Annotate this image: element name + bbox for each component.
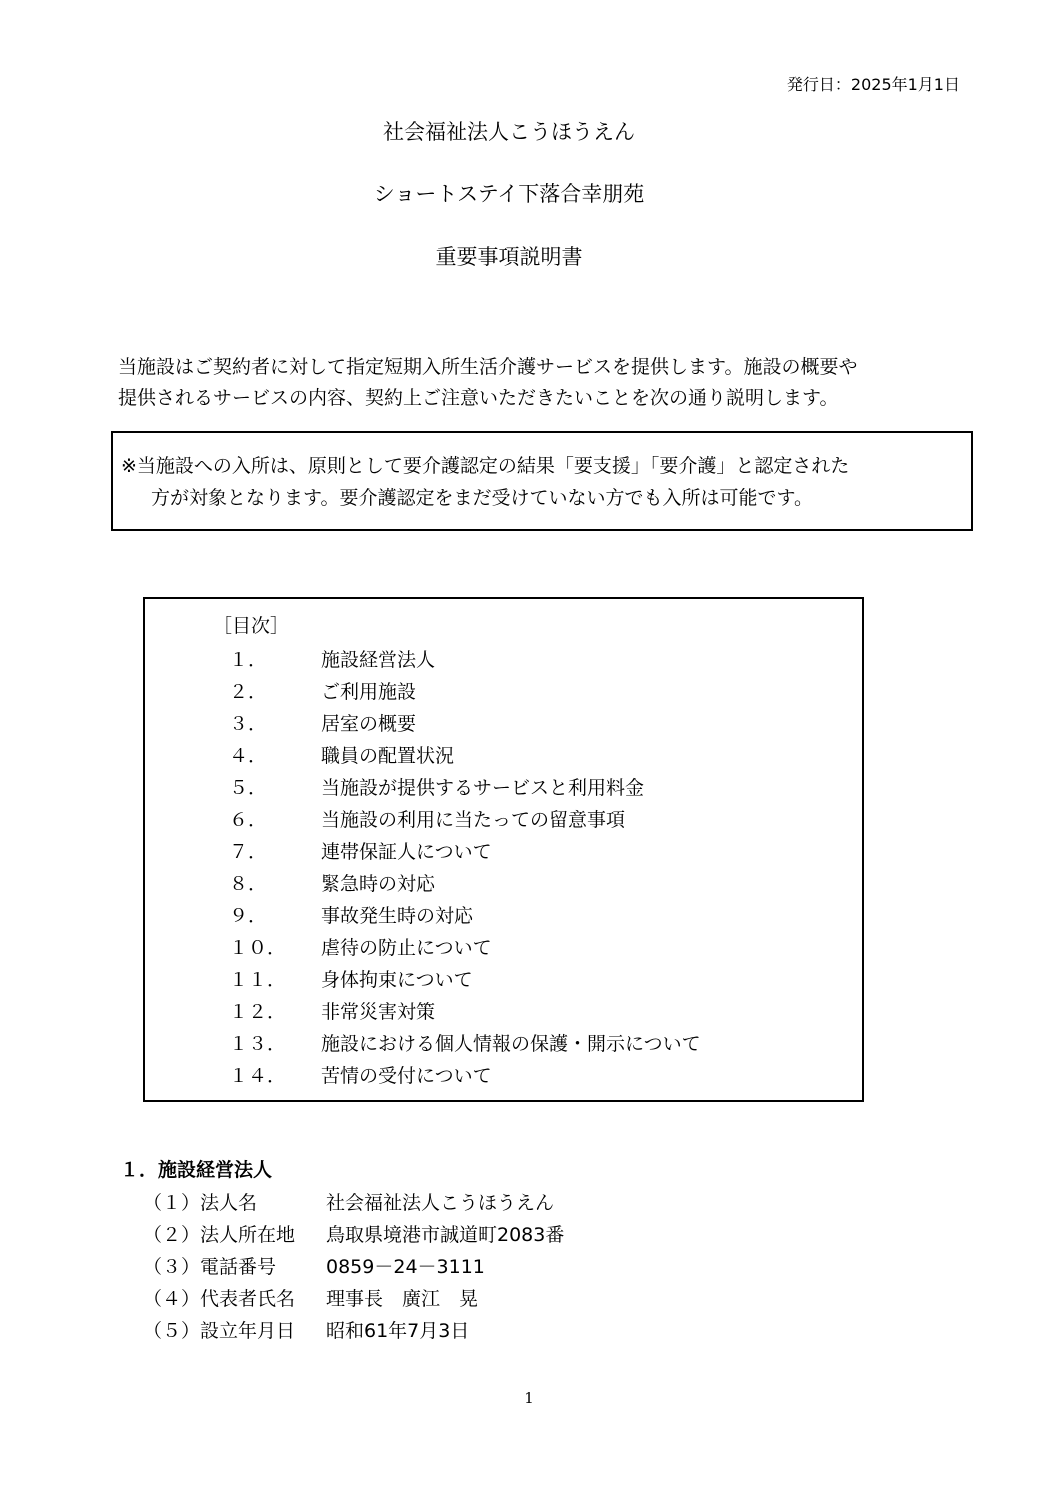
notice-line-1: ※当施設への入所は、原則として要介護認定の結果「要支援」「要介護」と認定された [121,455,850,477]
toc-item [145,641,862,673]
toc-item [145,705,862,737]
table-of-contents [143,597,864,1102]
info-value: 鳥取県境港市誠道町2083番 [326,1224,565,1246]
toc-item-title: 居室の概要 [321,713,417,735]
info-row-representative [143,1282,743,1314]
toc-item-title: 事故発生時の対応 [321,905,474,927]
intro-line-1: 当施設はご契約者に対して指定短期入所生活介護サービスを提供します。施設の概要や [118,356,858,378]
corporation-info-list [143,1186,743,1346]
toc-item-title: 虐待の防止について [321,937,492,959]
toc-item-title: ご利用施設 [321,681,417,703]
info-row-established [143,1314,743,1346]
toc-item [145,993,862,1025]
toc-item-title: 施設経営法人 [321,649,436,671]
info-label: （４）代表者氏名 [143,1288,296,1310]
toc-item [145,769,862,801]
toc-item [145,929,862,961]
info-label: （２）法人所在地 [143,1224,296,1246]
toc-item [145,1057,862,1089]
info-row-address [143,1218,743,1250]
toc-item-title: 緊急時の対応 [321,873,436,895]
info-label: （３）電話番号 [143,1256,277,1278]
toc-item-number: ６． [229,809,268,831]
info-row-phone [143,1250,743,1282]
toc-item-number: ５． [229,777,268,799]
document-title: 重要事項説明書 [435,245,583,269]
toc-item-title: 苦情の受付について [321,1065,492,1087]
toc-item [145,897,862,929]
issue-date: 発行日：2025年1月1日 [786,75,960,94]
intro-line-2: 提供されるサービスの内容、契約上ご注意いただきたいことを次の通り説明します。 [118,387,839,409]
toc-item-number: ２． [229,681,268,703]
toc-item [145,1025,862,1057]
toc-item-number: ４． [229,745,268,767]
toc-item-number: ９． [229,905,268,927]
toc-item-title: 身体拘束について [321,969,473,991]
info-row-corporation-name [143,1186,743,1218]
toc-item-title: 当施設の利用に当たっての留意事項 [321,809,626,831]
intro-paragraph [118,352,978,414]
toc-item [145,961,862,993]
toc-item-number: ７． [229,841,268,863]
toc-heading: ［目次］ [213,615,290,637]
toc-item-title: 施設における個人情報の保護・開示について [321,1033,701,1055]
toc-item [145,801,862,833]
toc-item [145,673,862,705]
info-value: 社会福祉法人こうほうえん [326,1192,555,1214]
toc-item [145,833,862,865]
toc-item-title: 非常災害対策 [321,1001,436,1023]
info-value: 理事長 廣江 晃 [326,1288,479,1310]
organization-title: 社会福祉法人こうほうえん [383,120,635,144]
toc-item-number: ８． [229,873,268,895]
info-label: （５）設立年月日 [143,1320,296,1342]
toc-item-number: １０． [229,937,287,959]
notice-box [111,431,973,531]
toc-item [145,865,862,897]
page-number: 1 [524,1389,534,1407]
info-value: 0859－24－3111 [326,1256,485,1278]
info-value: 昭和61年7月3日 [326,1320,470,1342]
info-label: （１）法人名 [143,1192,258,1214]
toc-item-title: 連帯保証人について [321,841,492,863]
toc-item [145,737,862,769]
toc-item-number: １４． [229,1065,287,1087]
toc-item-number: ３． [229,713,268,735]
toc-item-number: １２． [229,1001,287,1023]
section-1-heading: １．施設経営法人 [120,1159,273,1181]
toc-item-number: １１． [229,969,287,991]
toc-item-number: １３． [229,1033,287,1055]
toc-item-title: 当施設が提供するサービスと利用料金 [321,777,645,799]
toc-list [145,641,862,1089]
facility-title: ショートステイ下落合幸朋苑 [373,182,645,206]
notice-line-2: 方が対象となります。要介護認定をまだ受けていない方でも入所は可能です。 [151,487,813,509]
toc-item-number: １． [229,649,268,671]
toc-item-title: 職員の配置状況 [321,745,455,767]
